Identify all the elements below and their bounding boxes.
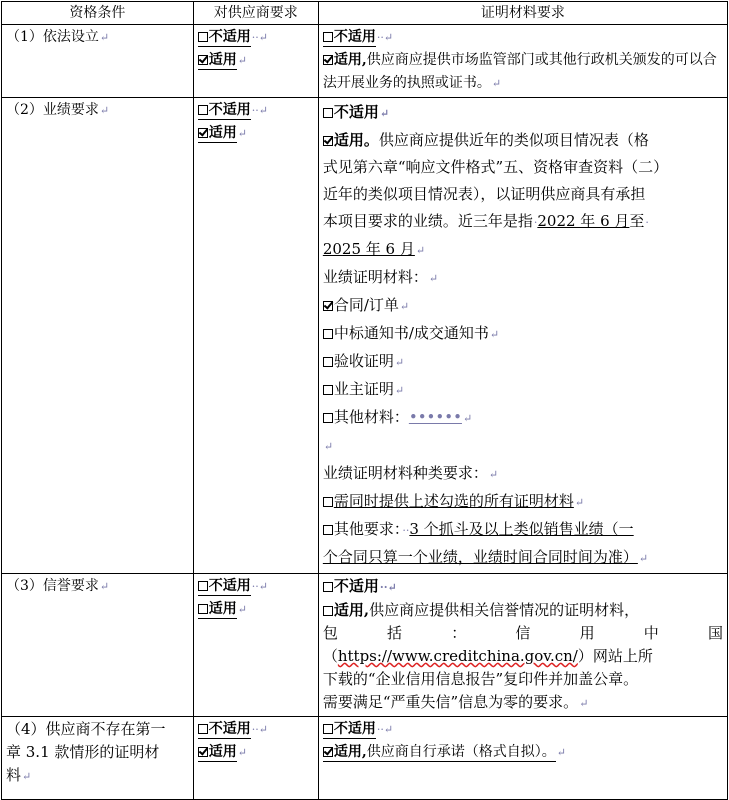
table-row xyxy=(2,717,728,800)
not-applicable-option xyxy=(198,28,251,47)
not-applicable-option xyxy=(198,577,251,596)
spread-char: 用 xyxy=(579,624,595,642)
type-item: 其他要求：··3 个抓斗及以上类似销售业绩（一 xyxy=(323,516,723,544)
paragraph-mark-icon: ↵ xyxy=(99,31,110,44)
spread-char: 国 xyxy=(707,624,723,642)
checkbox-empty-icon xyxy=(323,497,333,507)
checkbox-empty-icon xyxy=(323,606,333,616)
checkbox-checked-icon xyxy=(198,747,208,757)
not-applicable-option xyxy=(198,101,251,120)
other-requirement-line: 3 个抓斗及以上类似销售业绩（一 xyxy=(409,520,634,538)
checkbox-checked-icon xyxy=(323,55,333,65)
applicable-option xyxy=(198,600,237,619)
table-row xyxy=(2,574,728,717)
condition-cell: （4）供应商不存在第一 章 3.1 款情形的证明材 料↵ xyxy=(2,717,194,800)
applicable-option xyxy=(198,124,237,143)
option-label: 不适用 xyxy=(208,721,251,737)
other-requirement-line: 个合同只算一个业绩，业绩时间合同时间为准） xyxy=(322,548,638,566)
spread-char: 中 xyxy=(643,624,659,642)
evidence-line: 需要满足“严重失信”信息为零的要求。 xyxy=(322,693,579,711)
option-label: 适用 xyxy=(333,601,364,619)
evidence-line: 下载的“企业信用信息报告”复印件并加盖公章。 xyxy=(322,670,639,688)
option-label: 适用 xyxy=(208,744,237,760)
checkbox-empty-icon xyxy=(323,385,333,395)
checkbox-empty-icon xyxy=(323,525,333,535)
not-applicable-option xyxy=(323,28,376,47)
applicable-option: 适用, xyxy=(323,52,367,68)
applicable-option xyxy=(198,743,237,762)
header-condition: 资格条件 xyxy=(2,2,194,25)
requirement-cell: 不适用··↵ 适用↵ xyxy=(193,717,318,800)
option-label: 不适用 xyxy=(208,102,251,118)
checkbox-checked-icon xyxy=(198,55,208,65)
checkbox-empty-icon xyxy=(323,582,333,592)
condition-text: （3）信誉要求 xyxy=(6,578,99,594)
checkbox-checked-icon xyxy=(323,136,333,146)
other-material-blank: •••••• xyxy=(408,408,462,426)
applicable-option xyxy=(198,51,237,70)
evidence-line: 供应商应提供近年的类似项目情况表（格 xyxy=(378,131,649,149)
evidence-cell: 不适用··↵ 适用,供应商应提供相关信誉情况的证明材料， 包 括 ： 信 用 中 国 （https://www.creditchina.gov.cn/）网站上所 下载的“企业信用信息报告”复印件并加盖公章。 需要满足“严重失信”信息为零的要求。↵ xyxy=(318,574,727,717)
condition-text: 章 3.1 款情形的证明材 xyxy=(6,743,160,761)
requirement-cell: 不适用··↵ 适用↵ xyxy=(193,25,318,98)
evidence-line: 式见第六章“响应文件格式”五、资格审查资料（二） xyxy=(322,158,669,176)
option-label: 适用 xyxy=(333,744,362,760)
option-label: 不适用 xyxy=(333,29,376,45)
option-label: 不适用 xyxy=(208,578,251,594)
condition-text: 料 xyxy=(6,766,22,784)
option-label: 不适用 xyxy=(333,103,379,121)
material-item: 其他材料：••••••↵ xyxy=(323,404,723,432)
type-item: 需同时提供上述勾选的所有证明材料↵ xyxy=(323,488,723,516)
types-label: 业绩证明材料种类要求：↵ xyxy=(322,464,499,482)
applicable-option: 适用。 xyxy=(323,131,379,149)
condition-cell xyxy=(2,574,194,717)
checkbox-checked-icon xyxy=(323,301,333,311)
header-row xyxy=(2,2,728,25)
evidence-text: 供应商应提供市场监管部门或其他行政机关颁发的可以合法开展业务的执照或证书。 xyxy=(322,52,717,91)
materials-label: 业绩证明材料：↵ xyxy=(322,268,439,286)
evidence-line: 本项目要求的业绩。近三年是指 xyxy=(322,212,533,230)
period-end: 2025 年 6 月 xyxy=(322,240,415,258)
spread-char: 括 xyxy=(387,624,403,642)
checkbox-empty-icon xyxy=(323,108,333,118)
evidence-spread-line xyxy=(323,622,723,645)
qualification-table xyxy=(1,1,728,800)
condition-text: （2）业绩要求 xyxy=(6,102,99,118)
checkbox-checked-icon xyxy=(323,747,333,757)
condition-text: （4）供应商不存在第一 xyxy=(6,720,166,738)
material-item: 中标通知书/成交通知书↵ xyxy=(323,320,723,348)
creditchina-link[interactable]: https://www.creditchina.gov.cn/ xyxy=(337,647,578,665)
not-applicable-option xyxy=(198,720,251,739)
option-label: 适用 xyxy=(208,125,237,141)
checkbox-empty-icon xyxy=(198,724,208,734)
checkbox-empty-icon xyxy=(323,329,333,339)
checkbox-checked-icon xyxy=(198,128,208,138)
not-applicable-option: 不适用··↵ xyxy=(323,575,723,599)
spread-char: ： xyxy=(451,624,467,642)
evidence-cell: 不适用··↵ 适用,供应商应提供市场监管部门或其他行政机关颁发的可以合法开展业务的执照或证书。↵ xyxy=(318,25,727,98)
evidence-text: 供应商自行承诺（格式自拟）。 xyxy=(366,744,556,760)
material-item: 业主证明↵ xyxy=(323,376,723,404)
header-requirement: 对供应商要求 xyxy=(193,2,318,25)
option-label: 适用 xyxy=(333,52,362,68)
not-applicable-option: 不适用↵ xyxy=(323,99,723,127)
header-evidence: 证明材料要求 xyxy=(318,2,727,25)
period-separator: 至 xyxy=(629,212,645,230)
requirement-cell: 不适用··↵ 适用↵ xyxy=(193,574,318,717)
checkbox-empty-icon xyxy=(323,32,333,42)
option-label: 不适用 xyxy=(208,29,251,45)
paragraph-mark-icon: ↵ xyxy=(99,104,110,117)
checkbox-empty-icon xyxy=(323,413,333,423)
evidence-line: 近年的类似项目情况表），以证明供应商具有承担 xyxy=(322,185,646,203)
applicable-option: 适用, xyxy=(323,744,367,760)
option-label: 适用 xyxy=(333,131,364,149)
requirement-cell: 不适用··↵ 适用↵ xyxy=(193,98,318,574)
option-label: 适用 xyxy=(208,601,237,617)
spread-char: 包 xyxy=(322,624,338,642)
spread-char: 信 xyxy=(515,624,531,642)
evidence-cell: 不适用··↵ 适用,供应商自行承诺（格式自拟）。↵ xyxy=(318,717,727,800)
condition-cell xyxy=(2,98,194,574)
condition-cell xyxy=(2,25,194,98)
evidence-text: 供应商应提供相关信誉情况的证明材料， xyxy=(369,601,640,619)
table-row xyxy=(2,98,728,574)
applicable-option: 适用, xyxy=(323,601,369,619)
option-label: 不适用 xyxy=(333,577,379,595)
checkbox-empty-icon xyxy=(323,357,333,367)
table-row xyxy=(2,25,728,98)
checkbox-empty-icon xyxy=(198,604,208,614)
material-item: 验收证明↵ xyxy=(323,348,723,376)
checkbox-empty-icon xyxy=(198,105,208,115)
evidence-cell: 不适用↵ 适用。供应商应提供近年的类似项目情况表（格 式见第六章“响应文件格式”五、资格审查资料（二） 近年的类似项目情况表），以证明供应商具有承担 本项目要求的业绩。近三年是指·2022 年 6 月至· 2025 年 6 月↵ 业绩证明材料：↵ 合同/订单↵ 中标通知书/成交通知书↵ 验收证明↵ 业主证明↵ 其他材料：••••••↵ ↵ 业绩证明材料种类要求：↵ 需同时提供上述勾选的所有证明材料↵ 其他要求：··3 个抓斗及以上类似销售业绩（一 个合同只算一个业绩，业绩时间合同时间为准）↵ xyxy=(318,98,727,574)
condition-text: （1）依法设立 xyxy=(6,29,99,45)
not-applicable-option xyxy=(323,720,376,739)
checkbox-empty-icon xyxy=(198,32,208,42)
period-start: 2022 年 6 月 xyxy=(537,212,630,230)
paragraph-mark-icon: ↵ xyxy=(99,580,110,593)
checkbox-empty-icon xyxy=(323,724,333,734)
option-label: 适用 xyxy=(208,52,237,68)
option-label: 不适用 xyxy=(333,721,376,737)
checkbox-empty-icon xyxy=(198,581,208,591)
material-item: 合同/订单↵ xyxy=(323,292,723,320)
